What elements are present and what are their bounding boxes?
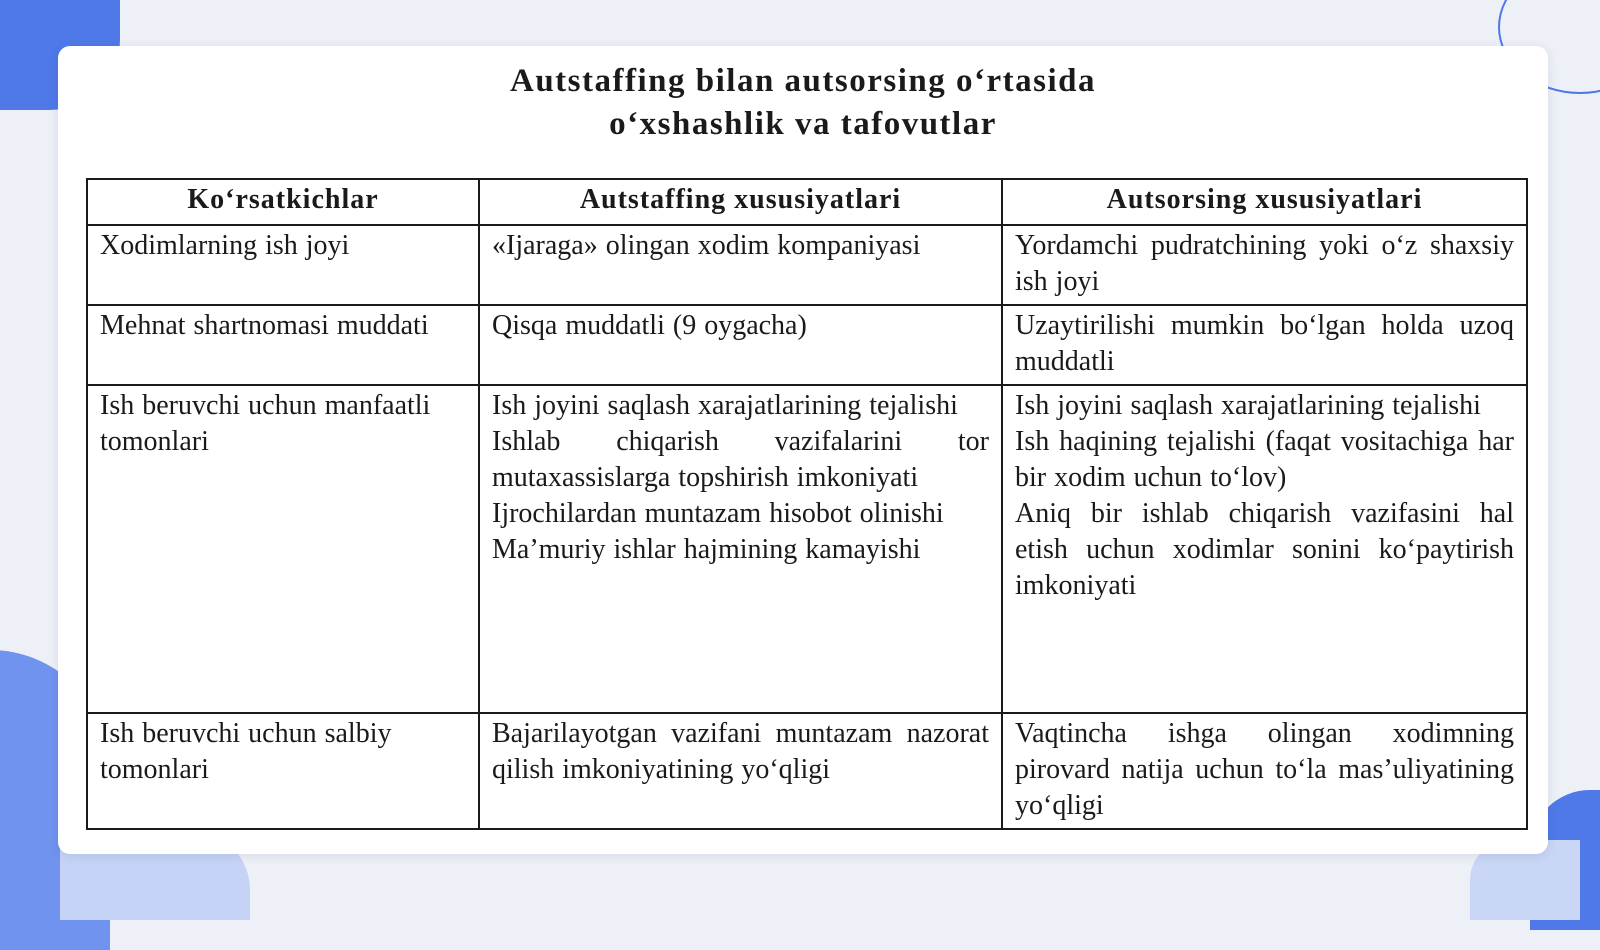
autsorsing-cell (1002, 713, 1527, 829)
cell-text: Ijrochilardan muntazam hisobot olinishi (492, 498, 944, 529)
autsorsing-cell (1002, 385, 1527, 713)
column-header-autsorsing: Autsorsing xususiyatlari (1002, 179, 1527, 225)
cell-text: Vaqtincha ishga olingan xodimning pirovard natija uchun to‘la mas’uliyatining yo‘qligi (1015, 718, 1514, 821)
cell-text: Ma’muriy ishlar hajmining kamayishi (492, 534, 921, 565)
cell-text: Ish joyini saqlash xarajatlarining tejalishi (1015, 390, 1481, 421)
table-header-row (87, 179, 1527, 225)
autstaffing-cell (479, 225, 1002, 305)
table-row (87, 385, 1527, 713)
indicator-cell (87, 225, 479, 305)
cell-text: Mehnat shartnomasi muddati (100, 310, 429, 341)
column-header-indicators: Ko‘rsatkichlar (87, 179, 479, 225)
cell-text: Qisqa muddatli (9 oygacha) (492, 310, 807, 341)
autstaffing-cell (479, 305, 1002, 385)
autstaffing-cell (479, 385, 1002, 713)
cell-text: Ish haqining tejalishi (faqat vositachiga har bir xodim uchun to‘lov) (1015, 426, 1514, 493)
column-header-autstaffing: Autstaffing xususiyatlari (479, 179, 1002, 225)
autsorsing-cell (1002, 225, 1527, 305)
cell-text: Bajarilayotgan vazifani muntazam nazorat qilish imkoniyatining yo‘qligi (492, 718, 989, 785)
page-title-line-2: o‘xshashlik va tafovutlar (609, 106, 997, 142)
cell-text: Xodimlarning ish joyi (100, 230, 350, 261)
page-title-line-1: Autstaffing bilan autsorsing o‘rtasida (510, 63, 1096, 99)
table-row (87, 305, 1527, 385)
autsorsing-cell (1002, 305, 1527, 385)
autstaffing-cell (479, 713, 1002, 829)
cell-text: Ish joyini saqlash xarajatlarining tejalishi (492, 390, 958, 421)
cell-text: Uzaytirilishi mumkin bo‘lgan holda uzoq muddatli (1015, 310, 1514, 377)
cell-text: «Ijaraga» olingan xodim kompaniyasi (492, 230, 921, 261)
slide-card (58, 46, 1548, 854)
comparison-table (86, 178, 1528, 830)
cell-text: Ishlab chiqarish vazifalarini tor mutaxassislarga topshirish imkoniyati (492, 426, 989, 493)
indicator-cell (87, 713, 479, 829)
cell-text: Yordamchi pudratchining yoki o‘z shaxsiy ish joyi (1015, 230, 1514, 297)
page-title (58, 60, 1548, 146)
table-row (87, 713, 1527, 829)
cell-text: Ish beruvchi uchun salbiy tomonlari (100, 718, 392, 785)
indicator-cell (87, 385, 479, 713)
cell-text: Ish beruvchi uchun manfaatli tomonlari (100, 390, 431, 457)
table-row (87, 225, 1527, 305)
cell-text: Aniq bir ishlab chiqarish vazifasini hal etish uchun xodimlar sonini ko‘paytirish imkoniyati (1015, 498, 1514, 601)
indicator-cell (87, 305, 479, 385)
